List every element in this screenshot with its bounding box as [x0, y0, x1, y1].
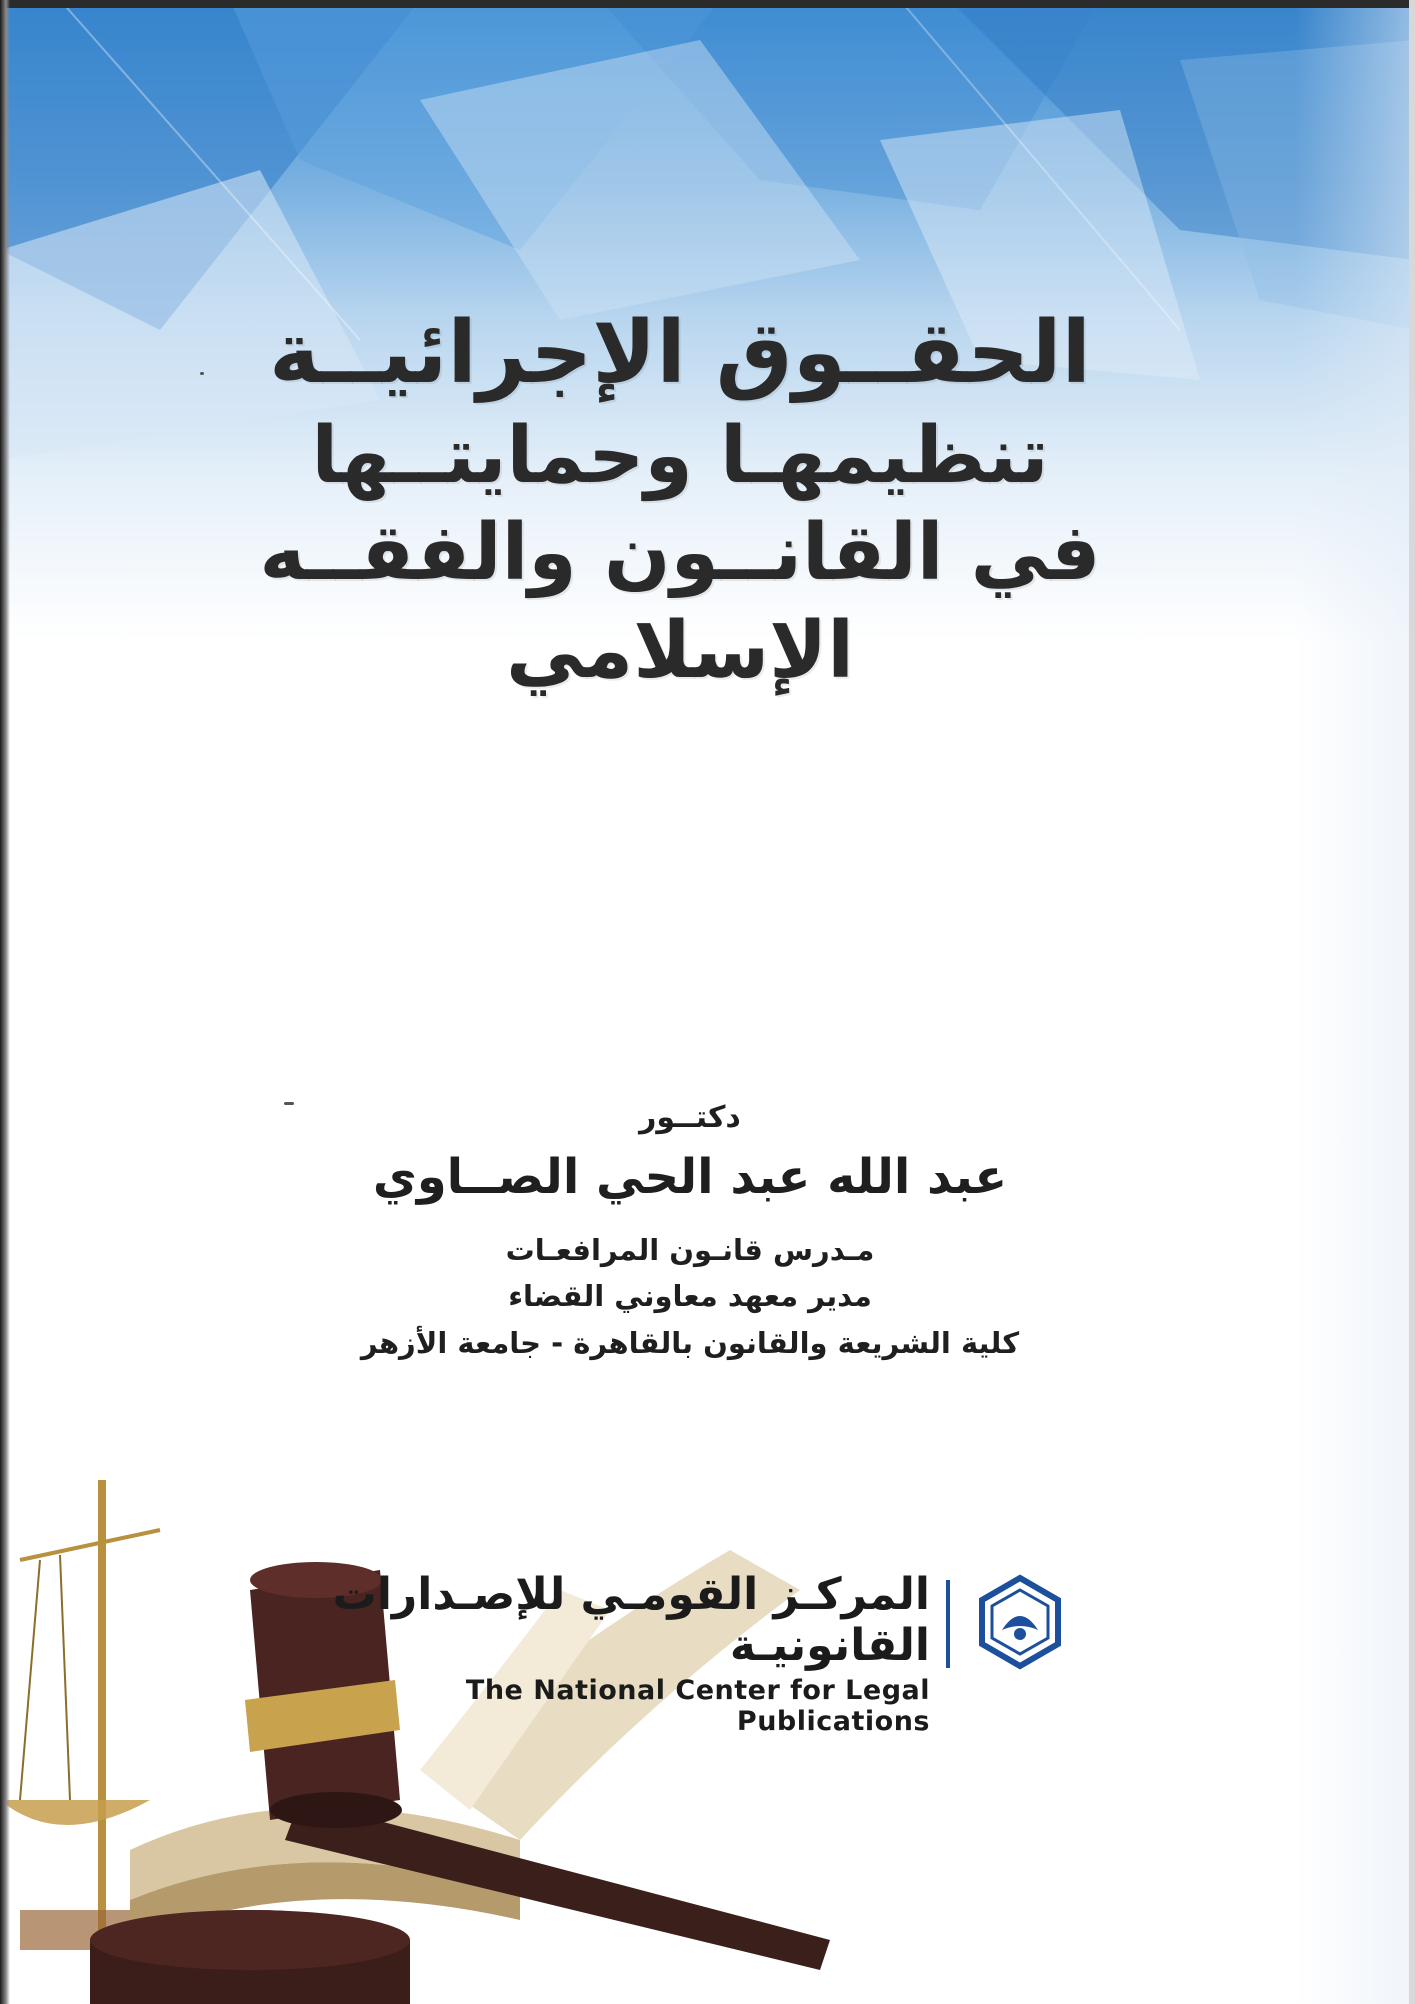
right-light-wash	[1295, 0, 1415, 2004]
hexagon-emblem-icon	[970, 1572, 1070, 1672]
title-line-3: في القانــون والفقــه الإسلامي	[259, 508, 1101, 696]
scan-left-edge	[0, 0, 10, 2004]
author-role-3: كلية الشريعة والقانون بالقاهرة - جامعة الأزهر	[360, 1325, 1020, 1360]
title-line-2: تنظيمهـا وحمايتــها	[311, 410, 1049, 501]
author-role-2: مدير معهد معاوني القضاء	[508, 1279, 872, 1314]
author-role-1: مـدرس قانـون المرافعـات	[505, 1233, 875, 1267]
scan-speck	[200, 372, 204, 375]
title-block	[180, 300, 1180, 700]
publisher-name-english: The National Center for Legal Publications	[465, 1675, 930, 1738]
author-block	[340, 1100, 1040, 1366]
scan-top-edge	[0, 0, 1415, 8]
publisher-divider	[946, 1580, 950, 1668]
author-degree: دكتــور	[639, 1100, 741, 1135]
scan-speck	[284, 1102, 294, 1105]
publisher-name-arabic: المركـز القومـي للإصـدارات القانونيـة	[332, 1569, 930, 1671]
scan-right-edge	[1409, 0, 1415, 2004]
publisher-text	[310, 1570, 930, 1737]
title-line-1: الحقــوق الإجرائيــة	[269, 303, 1091, 403]
author-name: عبد الله عبد الحي الصــاوي	[372, 1149, 1008, 1205]
publisher-block	[300, 1569, 1100, 1738]
